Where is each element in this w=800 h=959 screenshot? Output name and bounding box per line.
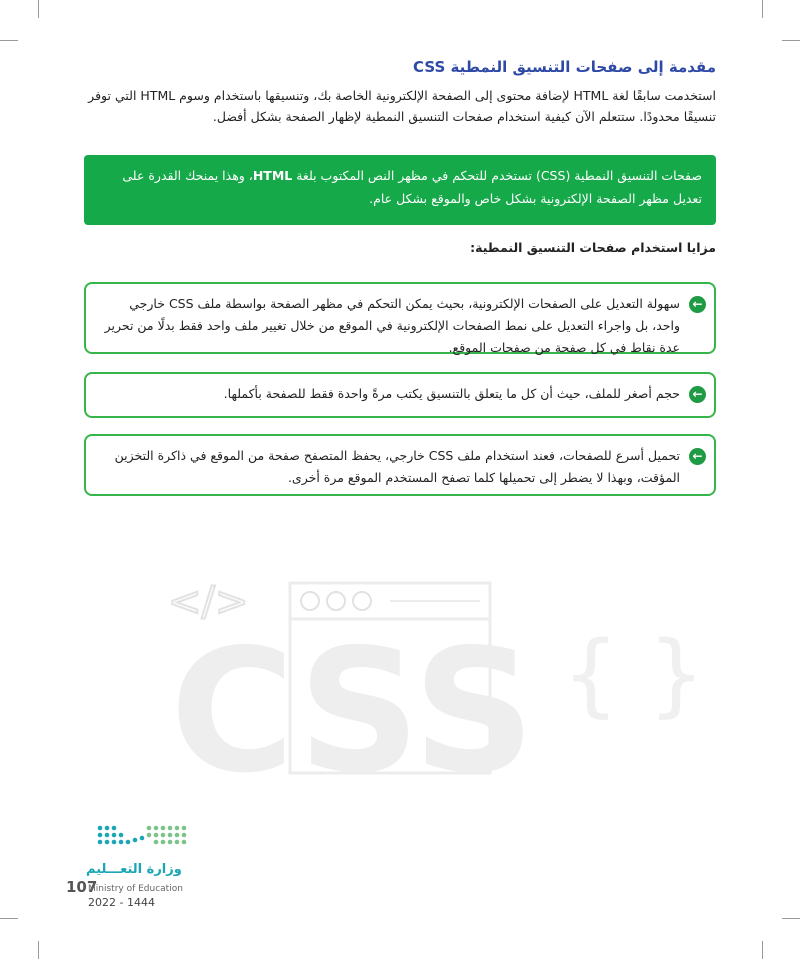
- advantage-box: [84, 282, 716, 354]
- crop-mark: [38, 941, 39, 959]
- callout-text-part2: ، وهذا يمنحك القدرة على تعديل مظهر الصفحة الإلكترونية بشكل خاص والموقع بشكل عام.: [122, 168, 702, 206]
- css-watermark-text: CSS: [170, 613, 536, 811]
- academic-year: 2022 - 1444: [88, 896, 155, 909]
- intro-paragraph: استخدمت سابقًا لغة HTML لإضافة محتوى إلى الصفحة الإلكترونية الخاصة بك، وتنسيقها باستخدام وسوم HTML التي توفر تنسيقًا محدودًا. ستتعلم الآن كيفية استخدام صفحات التنسيق النمطية لإظهار الصفحة بشكل أفضل.: [88, 88, 716, 124]
- css-illustration: [150, 565, 706, 825]
- crop-mark: [0, 918, 18, 919]
- advantage-text: تحميل أسرع للصفحات، فعند استخدام ملف CSS خارجي، يحفظ المتصفح صفحة من الموقع في ذاكرة التخزين المؤقت، وبهذا لا يضطر إلى تحميلها كلما تصفح المستخدم الموقع مرة أخرى.: [114, 448, 680, 485]
- ministry-name-arabic: وزارة التعـــليم: [86, 862, 182, 877]
- page-number: 107: [66, 878, 98, 896]
- advantage-text: سهولة التعديل على الصفحات الإلكترونية، بحيث يمكن التحكم في مظهر الصفحة بواسطة ملف CSS خارجي واحد، بل واجراء التعديل على نمط الصفحات الإلكترونية في الموقع من خلال تغيير ملف واحد فقط بدلًا من تحرير عدة نقاط في كل صفحة من صفحات الموقع.: [104, 296, 680, 355]
- callout-text-part1: صفحات التنسيق النمطية (CSS) تستخدم للتحكم في مظهر النص المكتوب بلغة: [292, 168, 702, 183]
- arrow-left-icon: ←: [689, 296, 706, 313]
- page-title: مقدمة إلى صفحات التنسيق النمطية CSS: [413, 58, 716, 76]
- crop-mark: [762, 941, 763, 959]
- crop-mark: [0, 40, 18, 41]
- crop-mark: [782, 918, 800, 919]
- crop-mark: [782, 40, 800, 41]
- callout-text-bold: HTML: [252, 168, 293, 183]
- ministry-name-english: Ministry of Education: [88, 884, 183, 894]
- advantage-box: [84, 372, 716, 418]
- crop-mark: [762, 0, 763, 18]
- arrow-left-icon: ←: [689, 448, 706, 465]
- brace-symbol: { }: [562, 622, 706, 727]
- code-symbol: </>: [168, 579, 249, 625]
- crop-mark: [38, 0, 39, 18]
- advantage-text: حجم أصغر للملف، حيث أن كل ما يتعلق بالتنسيق يكتب مرةً واحدة فقط للصفحة بأكملها.: [223, 386, 680, 401]
- arrow-left-icon: ←: [689, 386, 706, 403]
- definition-callout: [84, 155, 716, 225]
- advantages-heading: مزايا استخدام صفحات التنسيق النمطية:: [470, 240, 716, 255]
- advantage-box: [84, 434, 716, 496]
